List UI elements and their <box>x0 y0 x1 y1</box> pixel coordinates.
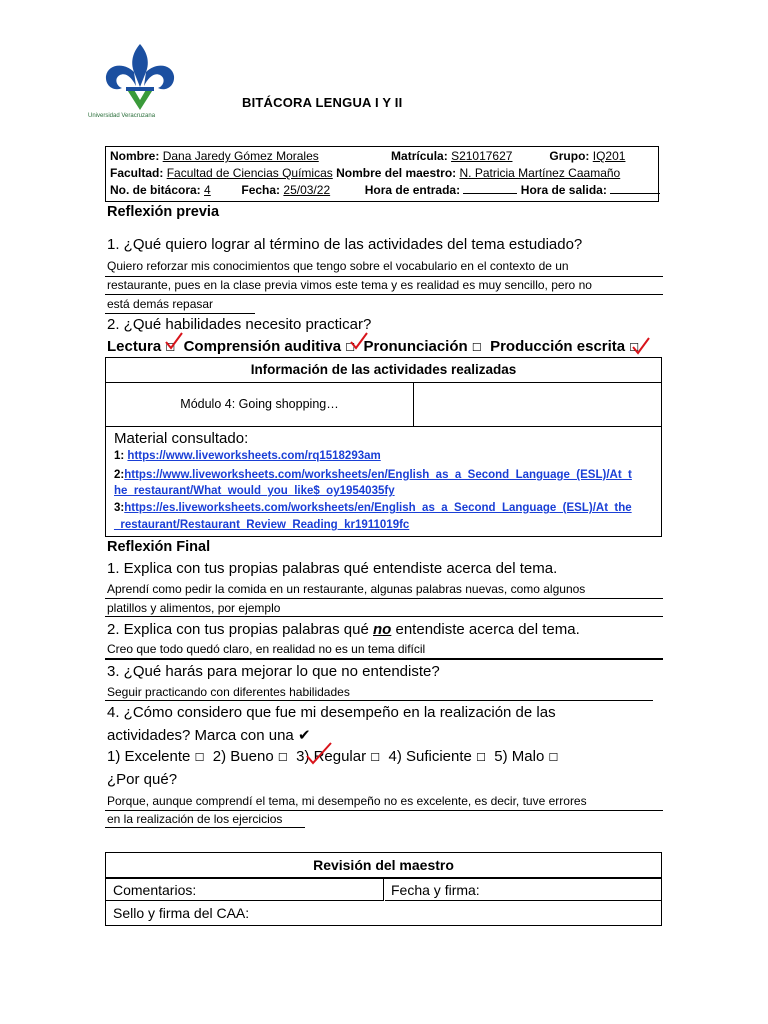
rating-suficiente-checkbox[interactable]: ☐ <box>476 751 486 764</box>
fecha-label: Fecha: <box>241 183 281 197</box>
entrada-blank <box>463 184 517 194</box>
module-cell: Módulo 4: Going shopping… <box>106 382 414 427</box>
final-question-2 <box>107 621 580 638</box>
bitacora-value: 4 <box>204 183 211 197</box>
rating-bueno: 2) Bueno <box>212 748 274 765</box>
skill-lectura-checkbox[interactable]: ☐ <box>165 341 176 354</box>
entrada-label: Hora de entrada: <box>364 183 461 197</box>
final-question-2-start: 2. Explica con tus propias palabras qué <box>107 621 373 638</box>
check-mark-icon <box>348 330 370 352</box>
maestro-label: Nombre del maestro: <box>336 166 457 180</box>
fecha-value: 25/03/22 <box>283 183 331 197</box>
rating-excelente-checkbox[interactable]: ☐ <box>194 751 205 764</box>
final-answer-1-line-1: Aprendí como pedir la comida en un restaurante, algunas palabras nuevas, como algunos <box>107 582 586 596</box>
teacher-review-table <box>105 852 662 926</box>
link-3[interactable]: https://es.liveworksheets.com/worksheets/en/English_as_a_Second_Language_(ESL)/At_the <box>124 502 632 514</box>
student-info-box <box>105 146 659 202</box>
check-mark-icon <box>163 330 185 352</box>
rating-bueno-checkbox[interactable]: ☐ <box>277 751 288 764</box>
nombre-label: Nombre: <box>110 149 160 163</box>
maestro-value: N. Patricia Martínez Caamaño <box>459 166 621 180</box>
facultad-value: Facultad de Ciencias Químicas <box>166 166 333 180</box>
final-question-4-line-2 <box>107 726 311 744</box>
link-row-1 <box>114 450 381 462</box>
bitacora-label: No. de bitácora: <box>110 183 201 197</box>
skill-pronunciacion: Pronunciación <box>363 338 468 355</box>
facultad-label: Facultad: <box>110 166 164 180</box>
fleur-de-lis-icon <box>100 42 180 114</box>
check-icon: ✔ <box>297 727 311 744</box>
review-heading: Revisión del maestro <box>106 853 661 879</box>
final-answer-4-line-2: en la realización de los ejercicios <box>107 812 283 826</box>
link-row-2b <box>114 485 395 497</box>
check-mark-icon <box>304 740 334 766</box>
sello-cell: Sello y firma del CAA: <box>113 905 250 921</box>
skill-produccion: Producción escrita <box>490 338 626 355</box>
link-2-prefix: 2: <box>114 469 125 481</box>
activities-info-heading: Información de las actividades realizadas <box>106 358 661 383</box>
rating-suficiente: 4) Suficiente <box>388 748 472 765</box>
link-1[interactable]: https://www.liveworksheets.com/rq1518293am <box>127 450 381 462</box>
rating-excelente: 1) Excelente <box>107 748 191 765</box>
answer-1-line-1: Quiero reforzar mis conocimientos que tengo sobre el vocabulario en el contexto de un <box>107 259 569 273</box>
rating-regular-checkbox[interactable]: ☐ <box>370 751 381 764</box>
final-answer-4-line-1: Porque, aunque comprendí el tema, mi desempeño no es excelente, es decir, tuve errores <box>107 794 587 808</box>
link-3-cont[interactable]: _restaurant/Restaurant_Review_Reading_kr1911019fc <box>114 519 410 531</box>
final-question-2-end: entendiste acerca del tema. <box>391 621 580 638</box>
salida-label: Hora de salida: <box>520 183 607 197</box>
final-question-4-line-1: 4. ¿Cómo considero que fue mi desempeño en la realización de las <box>107 704 556 721</box>
material-label: Material consultado: <box>114 430 249 447</box>
link-1-prefix: 1: <box>114 450 128 462</box>
answer-1-line-2: restaurante, pues en la clase previa vimos este tema y es realidad es muy sencillo, pero no <box>107 278 592 292</box>
final-question-4-text: actividades? Marca con una <box>107 727 294 744</box>
answer-1-line-3: está demás repasar <box>107 297 214 311</box>
skill-comprension: Comprensión auditiva <box>183 338 342 355</box>
fecha-firma-cell: Fecha y firma: <box>385 879 661 901</box>
final-answer-2: Creo que todo quedó claro, en realidad no es un tema difícil <box>107 642 426 656</box>
final-answer-1-line-2: platillos y alimentos, por ejemplo <box>107 601 281 615</box>
link-2-cont[interactable]: he_restaurant/What_would_you_like$_oy1954035fy <box>114 485 395 497</box>
skill-pronunciacion-checkbox[interactable]: ☐ <box>471 341 482 354</box>
university-logo <box>100 42 180 124</box>
link-2[interactable]: https://www.liveworksheets.com/worksheets/en/English_as_a_Second_Language_(ESL)/At_t <box>124 469 632 481</box>
final-question-2-no: no <box>373 621 392 638</box>
module-empty-cell <box>414 382 661 427</box>
final-question-1: 1. Explica con tus propias palabras qué entendiste acerca del tema. <box>107 560 558 577</box>
salida-blank <box>610 184 660 194</box>
final-question-3: 3. ¿Qué harás para mejorar lo que no entendiste? <box>107 663 440 680</box>
grupo-value: IQ201 <box>592 149 626 163</box>
skill-produccion-checkbox[interactable]: ☐ <box>629 341 640 354</box>
link-row-3 <box>114 502 632 514</box>
check-mark-icon <box>630 335 652 357</box>
rating-malo-checkbox[interactable]: ☐ <box>548 751 559 764</box>
comentarios-cell: Comentarios: <box>106 879 384 901</box>
skills-row <box>107 338 639 355</box>
question-1: 1. ¿Qué quiero lograr al término de las actividades del tema estudiado? <box>107 236 583 253</box>
page-title: BITÁCORA LENGUA I Y II <box>242 95 403 110</box>
university-name: Universidad Veracruzana <box>88 113 156 119</box>
question-2: 2. ¿Qué habilidades necesito practicar? <box>107 316 372 333</box>
matricula-label: Matrícula: <box>391 149 448 163</box>
link-row-3b <box>114 519 409 531</box>
reflexion-previa-heading: Reflexión previa <box>107 204 220 220</box>
rating-regular: 3) Regular <box>296 748 367 765</box>
skill-lectura: Lectura <box>107 338 162 355</box>
link-row-2 <box>114 469 632 481</box>
grupo-label: Grupo: <box>549 149 590 163</box>
activities-info-table <box>105 357 662 537</box>
link-3-prefix: 3: <box>114 502 125 514</box>
porque-label: ¿Por qué? <box>107 771 178 788</box>
rating-malo: 5) Malo <box>494 748 545 765</box>
matricula-value: S21017627 <box>451 149 513 163</box>
nombre-value: Dana Jaredy Gómez Morales <box>162 149 319 163</box>
skill-comprension-checkbox[interactable]: ☐ <box>345 341 356 354</box>
final-answer-3: Seguir practicando con diferentes habilidades <box>107 685 350 699</box>
reflexion-final-heading: Reflexión Final <box>107 539 211 555</box>
